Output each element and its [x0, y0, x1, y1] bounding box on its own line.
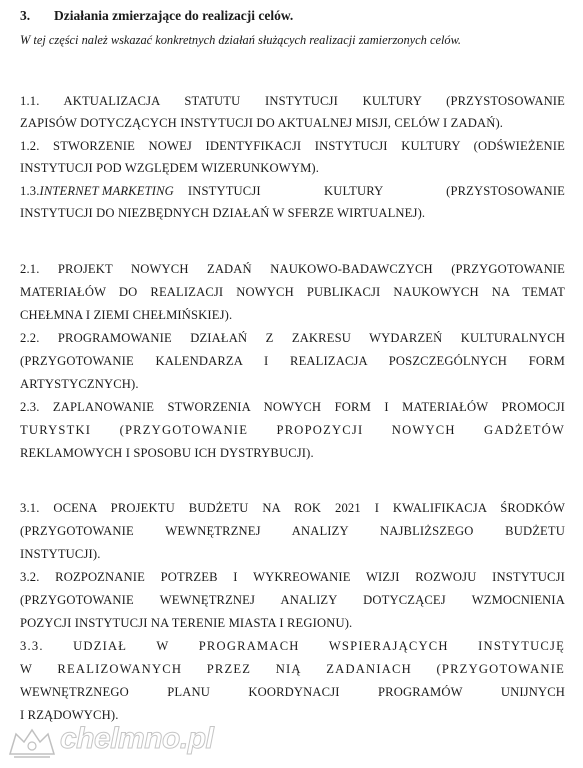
action-line: 2.1. PROJEKT NOWYCH ZADAŃ NAUKOWO-BADAWCZYCH (PRZYGOTOWANIE — [20, 262, 565, 276]
action-line: REKLAMOWYCH I SPOSOBU ICH DYSTRYBUCJI). — [20, 446, 314, 460]
action-italic-term: INTERNET MARKETING — [39, 184, 174, 198]
action-text: INSTYTUCJI KULTURY (PRZYSTOSOWANIE — [187, 184, 565, 198]
action-line: MATERIAŁÓW DO REALIZACJI NOWYCH PUBLIKACJI NAUKOWYCH NA TEMAT — [20, 285, 565, 299]
section-title: Działania zmierzające do realizacji celów. — [54, 8, 294, 23]
action-line: WEWNĘTRZNEGO PLANU KOORDYNACJI PROGRAMÓW UNIJNYCH — [20, 685, 565, 699]
action-line: 3.2. ROZPOZNANIE POTRZEB I WYKREOWANIE WIZJI ROZWOJU INSTYTUCJI — [20, 570, 565, 584]
action-number: 1.3. — [20, 184, 40, 198]
action-line: (PRZYGOTOWANIE WEWNĘTRZNEJ ANALIZY NAJBLIŻSZEGO BUDŻETU — [20, 524, 565, 538]
action-line: INSTYTUCJI POD WZGLĘDEM WIZERUNKOWYM). — [20, 161, 320, 175]
action-line: 1.2. STWORZENIE NOWEJ IDENTYFIKACJI INSTYTUCJI KULTURY (ODŚWIEŻENIE — [20, 139, 565, 153]
action-line: ZAPISÓW DOTYCZĄCYCH INSTYTUCJI DO AKTUALNEJ MISJI, CELÓW I ZADAŃ). — [20, 116, 504, 130]
action-line: CHEŁMNA I ZIEMI CHEŁMIŃSKIEJ). — [20, 308, 233, 322]
action-line: INSTYTUCJI DO NIEZBĘDNYCH DZIAŁAŃ W SFERZE WIRTUALNEJ). — [20, 206, 426, 220]
action-line: 3.1. OCENA PROJEKTU BUDŻETU NA ROK 2021 I KWALIFIKACJA ŚRODKÓW — [20, 501, 565, 515]
action-line: 1.1. AKTUALIZACJA STATUTU INSTYTUCJI KULTURY (PRZYSTOSOWANIE — [20, 94, 565, 108]
action-line — [20, 181, 565, 201]
action-line: 2.2. PROGRAMOWANIE DZIAŁAŃ Z ZAKRESU WYDARZEŃ KULTURALNYCH — [20, 331, 565, 345]
action-line: POZYCJI INSTYTUCJI NA TERENIE MIASTA I REGIONU). — [20, 616, 353, 630]
section-heading — [20, 8, 293, 24]
action-line: 3.3. UDZIAŁ W PROGRAMACH WSPIERAJĄCYCH INSTYTUCJĘ — [20, 639, 565, 653]
action-line: (PRZYGOTOWANIE KALENDARZA I REALIZACJA POSZCZEGÓLNYCH FORM — [20, 354, 565, 368]
action-line: ARTYSTYCZNYCH). — [20, 377, 139, 391]
watermark — [2, 720, 214, 764]
section-instruction: W tej części należ wskazać konkretnych działań służących realizacji zamierzonych celów. — [20, 33, 462, 47]
action-line: 2.3. ZAPLANOWANIE STWORZENIA NOWYCH FORM I MATERIAŁÓW PROMOCJI — [20, 400, 565, 414]
action-line: (PRZYGOTOWANIE WEWNĘTRZNEJ ANALIZY DOTYCZĄCEJ WZMOCNIENIA — [20, 593, 565, 607]
action-line: TURYSTKI (PRZYGOTOWANIE PROPOZYCJI NOWYCH GADŻETÓW — [20, 423, 565, 437]
section-number: 3. — [20, 8, 31, 23]
action-line: I RZĄDOWYCH). — [20, 708, 119, 722]
chelmno-logo-icon — [6, 724, 58, 762]
watermark-text: chelmno.pl — [60, 722, 214, 755]
action-line: INSTYTUCJI). — [20, 547, 101, 561]
action-line: W REALIZOWANYCH PRZEZ NIĄ ZADANIACH (PRZYGOTOWANIE — [20, 662, 565, 676]
